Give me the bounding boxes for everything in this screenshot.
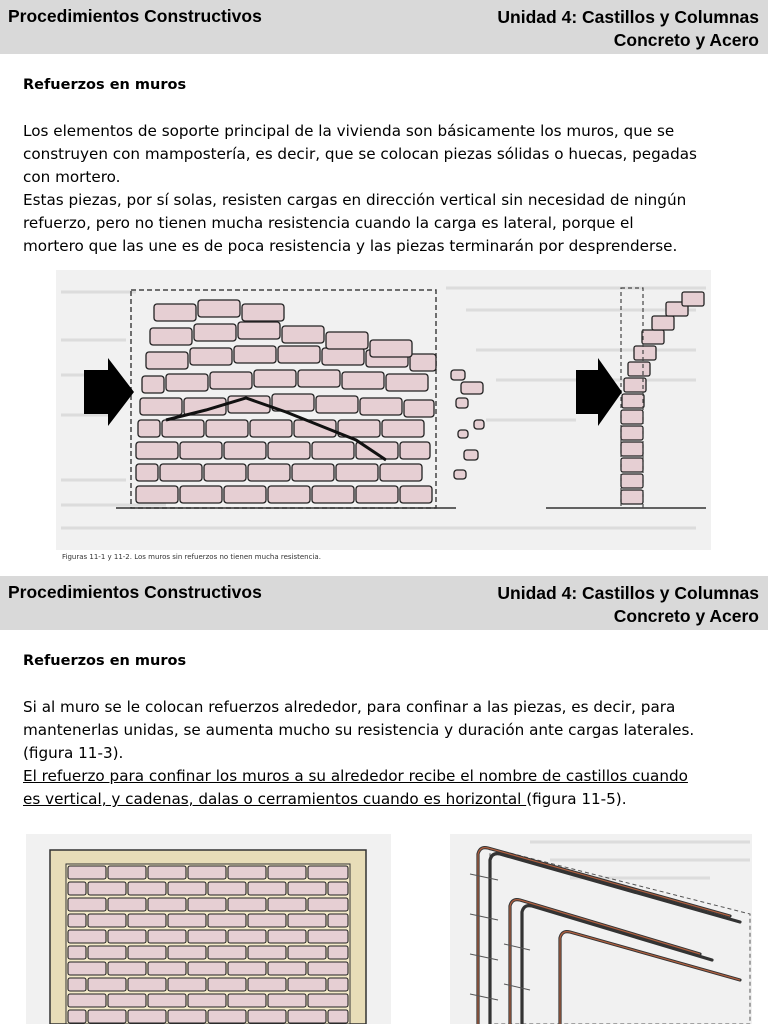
figure-reference: (figura 11-5). [526,790,627,808]
paragraph-line: Estas piezas, por sí solas, resisten cargas en dirección vertical sin necesidad de ningún [23,191,687,209]
body-paragraphs [23,696,743,811]
paragraph-line: construyen con mampostería, es decir, que se colocan piezas sólidas o huecas, pegadas [23,145,697,163]
header-unit-line-2: Concreto y Acero [613,606,759,626]
underlined-span: es vertical, y cadenas, dalas o cerramientos cuando es horizontal [23,790,527,808]
header-unit-line-1: Unidad 4: Castillos y Columnas [497,583,759,603]
header-unit-title [497,582,759,628]
header-course-title: Procedimientos Constructivos [8,6,262,26]
slide-2 [0,576,768,1024]
paragraph-line: mortero que las une es de poca resistencia y las piezas terminarán por desprenderse. [23,237,678,255]
slide-header [0,576,768,630]
paragraph-line-mixed [23,788,743,811]
unreinforced-wall-illustration [56,270,711,550]
header-unit-line-2: Concreto y Acero [613,30,759,50]
confined-wall-illustration [26,834,391,1024]
header-unit-title [497,6,759,52]
header-unit-line-1: Unidad 4: Castillos y Columnas [497,7,759,27]
figure-caption: Figuras 11-1 y 11-2. Los muros sin refuerzos no tienen mucha resistencia. [62,553,321,561]
paragraph-line: (figura 11-3). [23,744,124,762]
paragraph-line-underlined: El refuerzo para confinar los muros a su alrededor recibe el nombre de castillos cuando [23,767,688,785]
paragraph-line: con mortero. [23,168,121,186]
paragraph-line: Los elementos de soporte principal de la vivienda son básicamente los muros, que se [23,122,675,140]
section-subtitle: Refuerzos en muros [23,653,187,669]
slide-header [0,0,768,54]
header-course-title: Procedimientos Constructivos [8,582,262,602]
section-subtitle: Refuerzos en muros [23,77,187,93]
paragraph-line: mantenerlas unidas, se aumenta mucho su resistencia y duración ante cargas laterales. [23,721,695,739]
body-paragraphs [23,120,743,258]
rebar-cage-illustration [450,834,752,1024]
paragraph-line: Si al muro se le colocan refuerzos alrededor, para confinar a las piezas, es decir, para [23,698,676,716]
paragraph-line: refuerzo, pero no tienen mucha resistencia cuando la carga es lateral, porque el [23,214,634,232]
